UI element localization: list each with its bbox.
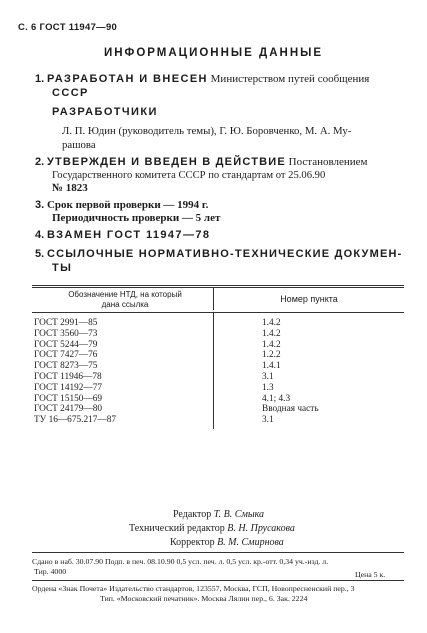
table-row-item: 4.1; 4.3: [262, 393, 291, 404]
editor-label: Редактор: [173, 509, 212, 520]
imprint-line-4: Тип. «Московский печатник». Москва Лялин пер., 6. Зак. 2224: [100, 594, 308, 603]
editor-credit: [173, 508, 264, 521]
table-row-document: ГОСТ 7427—76: [34, 350, 98, 361]
table-top-rule: [32, 285, 404, 286]
tech-editor-credit: [129, 522, 295, 535]
table-row-item: 1.4.2: [262, 328, 281, 339]
table-row-document: ГОСТ 24179—80: [34, 404, 103, 415]
item-1-heading: РАЗРАБОТАН И ВНЕСЕН: [46, 73, 208, 85]
page-header: С. 6 ГОСТ 11947—90: [18, 22, 118, 33]
item-5-line-2: ТЫ: [52, 262, 73, 274]
table-row-document: ГОСТ 15150—69: [34, 393, 103, 404]
item-2-text: Постановлением: [288, 156, 368, 168]
table-row-document: ГОСТ 5244—79: [34, 339, 98, 350]
item-1-line-2: СССР: [52, 87, 89, 99]
item-5: [35, 248, 402, 261]
table-header-document-line-2: дана ссылка: [101, 300, 149, 309]
table-row-item: 1.4.2: [262, 339, 281, 350]
imprint-rule-bottom: [32, 580, 404, 581]
imprint-line-2-left: Тир. 4000: [34, 567, 67, 576]
item-5-line-1: ССЫЛОЧНЫЕ НОРМАТИВНО-ТЕХНИЧЕСКИЕ ДОКУМЕН-: [46, 248, 403, 260]
table-row-document: ГОСТ 3560—73: [34, 328, 98, 339]
imprint-price: Цена 5 к.: [355, 570, 386, 579]
item-1-number: 1.: [35, 73, 45, 85]
developers-heading: РАЗРАБОТЧИКИ: [52, 106, 158, 118]
proofreader-credit: [170, 536, 284, 549]
item-2-heading: УТВЕРЖДЕН И ВВЕДЕН В ДЕЙСТВИЕ: [46, 156, 286, 168]
table-row-item: 3.1: [262, 415, 274, 426]
table-row-item: 1.4.2: [262, 318, 281, 328]
item-2-line-3: № 1823: [52, 182, 88, 194]
table-header-document: [40, 290, 210, 310]
table-header-item: Номер пункта: [280, 294, 338, 304]
table-row-item: 1.4.1: [262, 361, 281, 372]
developers-line-1: Л. П. Юдин (руководитель темы), Г. Ю. Боровченко, М. А. Му-: [62, 125, 352, 137]
table-row-item: 1.2.2: [262, 350, 281, 361]
item-4-number: 4.: [35, 229, 45, 241]
table-row-item: Вводная часть: [262, 404, 319, 415]
item-3-line-2: Периодичность проверки — 5 лет: [52, 212, 221, 224]
item-4: [35, 229, 210, 242]
item-5-number: 5.: [35, 248, 45, 260]
table-row-document: ГОСТ 8273—75: [34, 361, 98, 372]
imprint-line-1: Сдано в наб. 30.07.90 Подп. в печ. 08.10.90 0,5 усл. печ. л. 0,5 усл. кр.-отт. 0,34 уч.-изд. л.: [32, 557, 329, 566]
page-title: ИНФОРМАЦИОННЫЕ ДАННЫЕ: [103, 47, 324, 59]
item-2-number: 2.: [35, 156, 45, 168]
item-3: [35, 199, 208, 212]
item-2-line-2: Государственного комитета СССР по стандартам от 25.06.90: [52, 170, 326, 181]
item-3-line-1: Срок первой проверки — 1994 г.: [46, 199, 209, 211]
table-row-item: 1.3: [262, 382, 274, 393]
imprint-rule-top: [32, 552, 404, 553]
imprint-line-3: Ордена «Знак Почета» Издательство стандартов, 123557, Москва, ГСП, Новопресненский пер., 3: [32, 584, 355, 593]
item-2: [35, 156, 368, 169]
developers-line-2: рашова: [62, 139, 96, 151]
item-1: [35, 73, 369, 86]
table-top-rule-2: [32, 287, 404, 288]
table-row-document: ГОСТ 2991—85: [34, 318, 98, 328]
table-row-document: ГОСТ 14192—77: [34, 382, 103, 393]
table-row-document: ГОСТ 11946—78: [34, 372, 102, 382]
table-row-item: 3.1: [262, 372, 274, 382]
item-1-text: Министерством путей сообщения: [210, 73, 370, 85]
item-4-text: ВЗАМЕН ГОСТ 11947—78: [46, 229, 211, 241]
tech-editor-label: Технический редактор: [129, 523, 225, 534]
table-column-divider: [213, 313, 214, 429]
table-header-document-line-1: Обозначение НТД, на который: [68, 290, 182, 299]
proofreader-name: В. М. Смирнова: [217, 537, 284, 548]
table-row-document: ТУ 16—675.217—87: [34, 415, 116, 426]
item-3-number: 3.: [35, 199, 45, 211]
proofreader-label: Корректор: [170, 537, 215, 548]
table-header-rule: [32, 312, 404, 313]
tech-editor-name: В. Н. Прусакова: [227, 523, 295, 534]
editor-name: Т. В. Смыка: [213, 509, 265, 520]
